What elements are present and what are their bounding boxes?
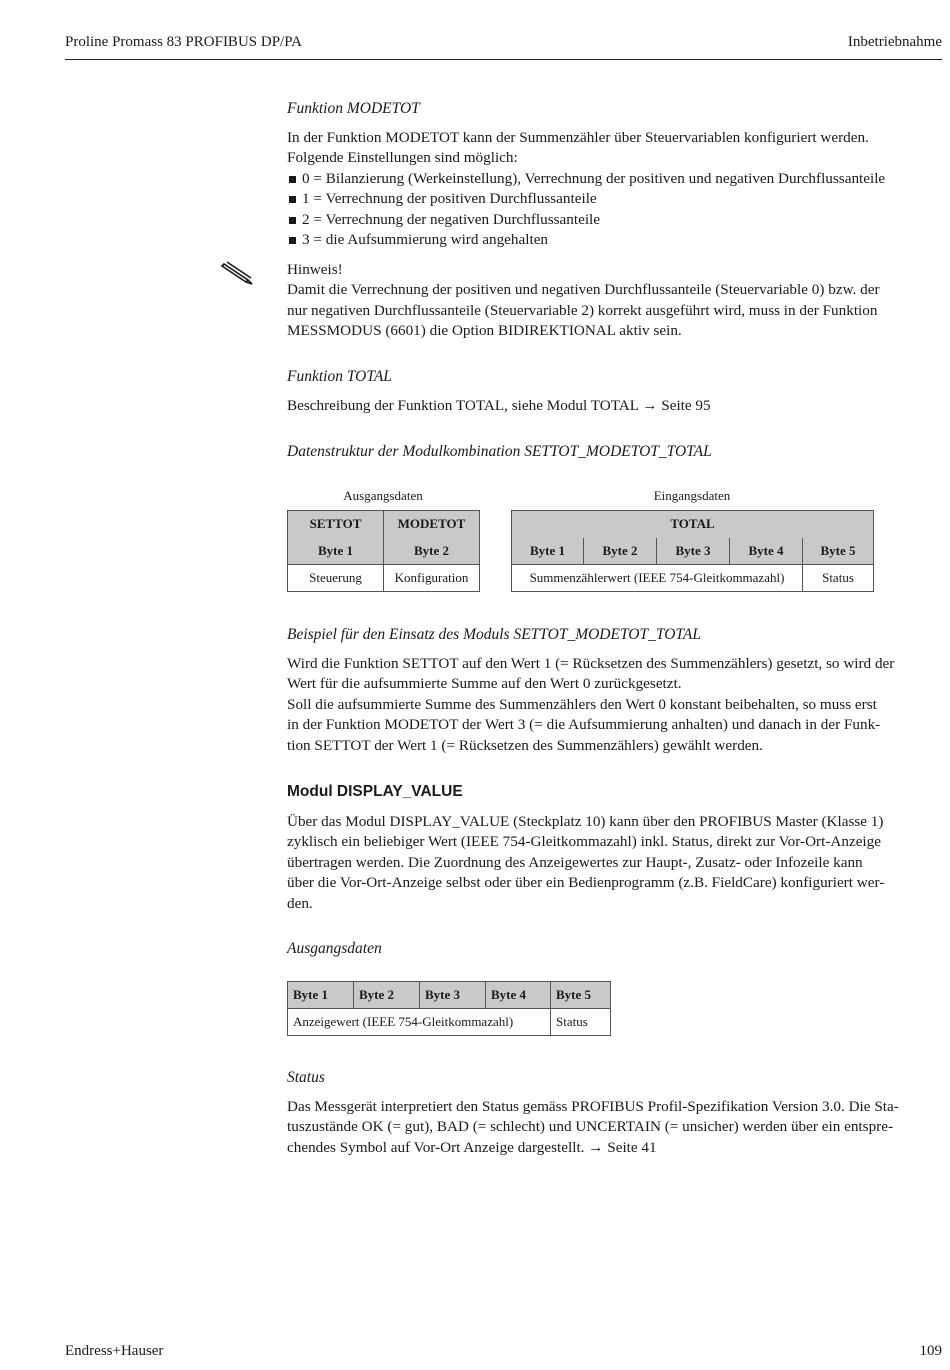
table-header-cell: Byte 1 <box>288 982 354 1009</box>
display-output-table <box>287 981 611 1036</box>
table-cell: Konfiguration <box>384 565 480 592</box>
table-row <box>288 1009 611 1036</box>
note-block <box>287 260 943 342</box>
table-row <box>512 511 874 538</box>
table-header-cell: Byte 4 <box>486 982 551 1009</box>
list-item: 1 = Verrechnung der positiven Durchflussanteile <box>287 189 943 209</box>
display-body <box>287 812 943 914</box>
in-caption: Eingangsdaten <box>653 488 731 503</box>
datenstruktur-heading: Datenstruktur der Modulkombination SETTOT_MODETOT_TOTAL <box>287 443 712 460</box>
header-section: Inbetriebnahme <box>847 34 942 50</box>
out-caption: Ausgangsdaten <box>343 488 423 503</box>
text-line: zyklisch ein beliebiger Wert (IEEE 754-Gleitkommazahl) inkl. Status, direkt zur Vor-Ort-Anzeige <box>287 833 881 851</box>
text-line: tion SETTOT der Wert 1 (= Rücksetzen des Summenzählers) gewählt werden. <box>287 736 763 754</box>
text-line: Wird die Funktion SETTOT auf den Wert 1 (= Rücksetzen des Summenzählers) gesetzt, so wird der <box>287 655 895 672</box>
footer-brand: Endress+Hauser <box>65 1343 164 1359</box>
list-item: 0 = Bilanzierung (Werkeinstellung), Verrechnung der positiven und negativen Durchflussanteile <box>287 169 943 189</box>
note-line: Damit die Verrechnung der positiven und negativen Durchflussanteile (Steuervariable 0) bzw. der <box>287 281 880 299</box>
input-data-table <box>511 510 874 592</box>
table-cell: Anzeigewert (IEEE 754-Gleitkommazahl) <box>288 1009 551 1036</box>
table-cell: Status <box>551 1009 611 1036</box>
text-line: Soll die aufsummierte Summe des Summenzählers den Wert 0 konstant beibehalten, so muss erst <box>287 695 877 713</box>
display-heading: Modul DISPLAY_VALUE <box>287 783 463 800</box>
modetot-heading: Funktion MODETOT <box>287 100 420 117</box>
header-rule <box>65 59 942 60</box>
display-out-heading: Ausgangsdaten <box>287 940 382 957</box>
pencil-note-icon <box>218 260 258 286</box>
modetot-body <box>287 128 943 250</box>
output-data-table <box>287 510 480 592</box>
table-cell: Status <box>803 565 874 592</box>
table-header-cell: TOTAL <box>512 511 874 538</box>
table-row <box>512 538 874 565</box>
table-header-cell: Byte 2 <box>354 982 420 1009</box>
header-title: Proline Promass 83 PROFIBUS DP/PA <box>65 34 303 50</box>
text-line: Das Messgerät interpretiert den Status gemäss PROFIBUS Profil-Spezifikation Version 3.0. Die Sta- <box>287 1098 899 1115</box>
table-header-cell: Byte 1 <box>512 538 584 565</box>
beispiel-heading: Beispiel für den Einsatz des Moduls SETTOT_MODETOT_TOTAL <box>287 626 701 643</box>
bullet-icon <box>289 196 296 203</box>
table-header-cell: SETTOT <box>288 511 384 538</box>
note-line: MESSMODUS (6601) die Option BIDIREKTIONAL aktiv sein. <box>287 322 682 340</box>
text-line: Über das Modul DISPLAY_VALUE (Steckplatz 10) kann über den PROFIBUS Master (Klasse 1) <box>287 813 884 830</box>
text-line: den. <box>287 894 313 912</box>
total-text: Beschreibung der Funktion TOTAL, siehe Modul TOTAL → Seite 95 <box>287 397 711 414</box>
table-header-cell: Byte 1 <box>288 538 384 565</box>
table-header-cell: Byte 2 <box>384 538 480 565</box>
list-item: 3 = die Aufsummierung wird angehalten <box>287 230 943 250</box>
status-heading: Status <box>287 1069 325 1086</box>
table-cell: Steuerung <box>288 565 384 592</box>
modetot-intro: In der Funktion MODETOT kann der Summenzähler über Steuervariablen konfiguriert werden. <box>287 129 869 146</box>
list-item: 2 = Verrechnung der negativen Durchflussanteile <box>287 210 943 230</box>
bullet-icon <box>289 217 296 224</box>
text-line: tuszustände OK (= gut), BAD (= schlecht) und UNCERTAIN (= unsicher) werden über ein entspre- <box>287 1118 894 1136</box>
table-header-cell: Byte 2 <box>584 538 657 565</box>
table-row <box>288 538 480 565</box>
beispiel-body <box>287 654 943 756</box>
modetot-intro-2: Folgende Einstellungen sind möglich: <box>287 149 518 167</box>
text-line: übertragen werden. Die Zuordnung des Anzeigewertes zur Haupt-, Zusatz- oder Infozeile kann <box>287 853 863 871</box>
bullet-icon <box>289 237 296 244</box>
table-header-cell: Byte 5 <box>551 982 611 1009</box>
table-row <box>512 565 874 592</box>
table-row <box>288 565 480 592</box>
status-body <box>287 1097 943 1158</box>
table-row <box>288 982 611 1009</box>
table-row <box>288 511 480 538</box>
table-cell: Summenzählerwert (IEEE 754-Gleitkommazahl) <box>512 565 803 592</box>
table-header-cell: Byte 3 <box>420 982 486 1009</box>
table-header-cell: MODETOT <box>384 511 480 538</box>
table-header-cell: Byte 3 <box>657 538 730 565</box>
total-heading: Funktion TOTAL <box>287 368 392 385</box>
page-number: 109 <box>919 1343 942 1359</box>
text-line: Wert für die aufsummierte Summe auf den Wert 0 zurückgesetzt. <box>287 675 682 693</box>
table-header-cell: Byte 4 <box>730 538 803 565</box>
text-line: chendes Symbol auf Vor-Ort Anzeige dargestellt. → Seite 41 <box>287 1138 657 1156</box>
table-header-cell: Byte 5 <box>803 538 874 565</box>
text-line: in der Funktion MODETOT der Wert 3 (= die Aufsummierung anhalten) und danach in der Funk- <box>287 716 881 734</box>
note-title: Hinweis! <box>287 261 343 278</box>
note-line: nur negativen Durchflussanteile (Steuervariable 2) korrekt ausgeführt wird, muss in der Funktion <box>287 301 878 319</box>
bullet-icon <box>289 176 296 183</box>
text-line: über die Vor-Ort-Anzeige selbst oder über ein Bedienprogramm (z.B. FieldCare) konfiguriert wer- <box>287 874 885 892</box>
